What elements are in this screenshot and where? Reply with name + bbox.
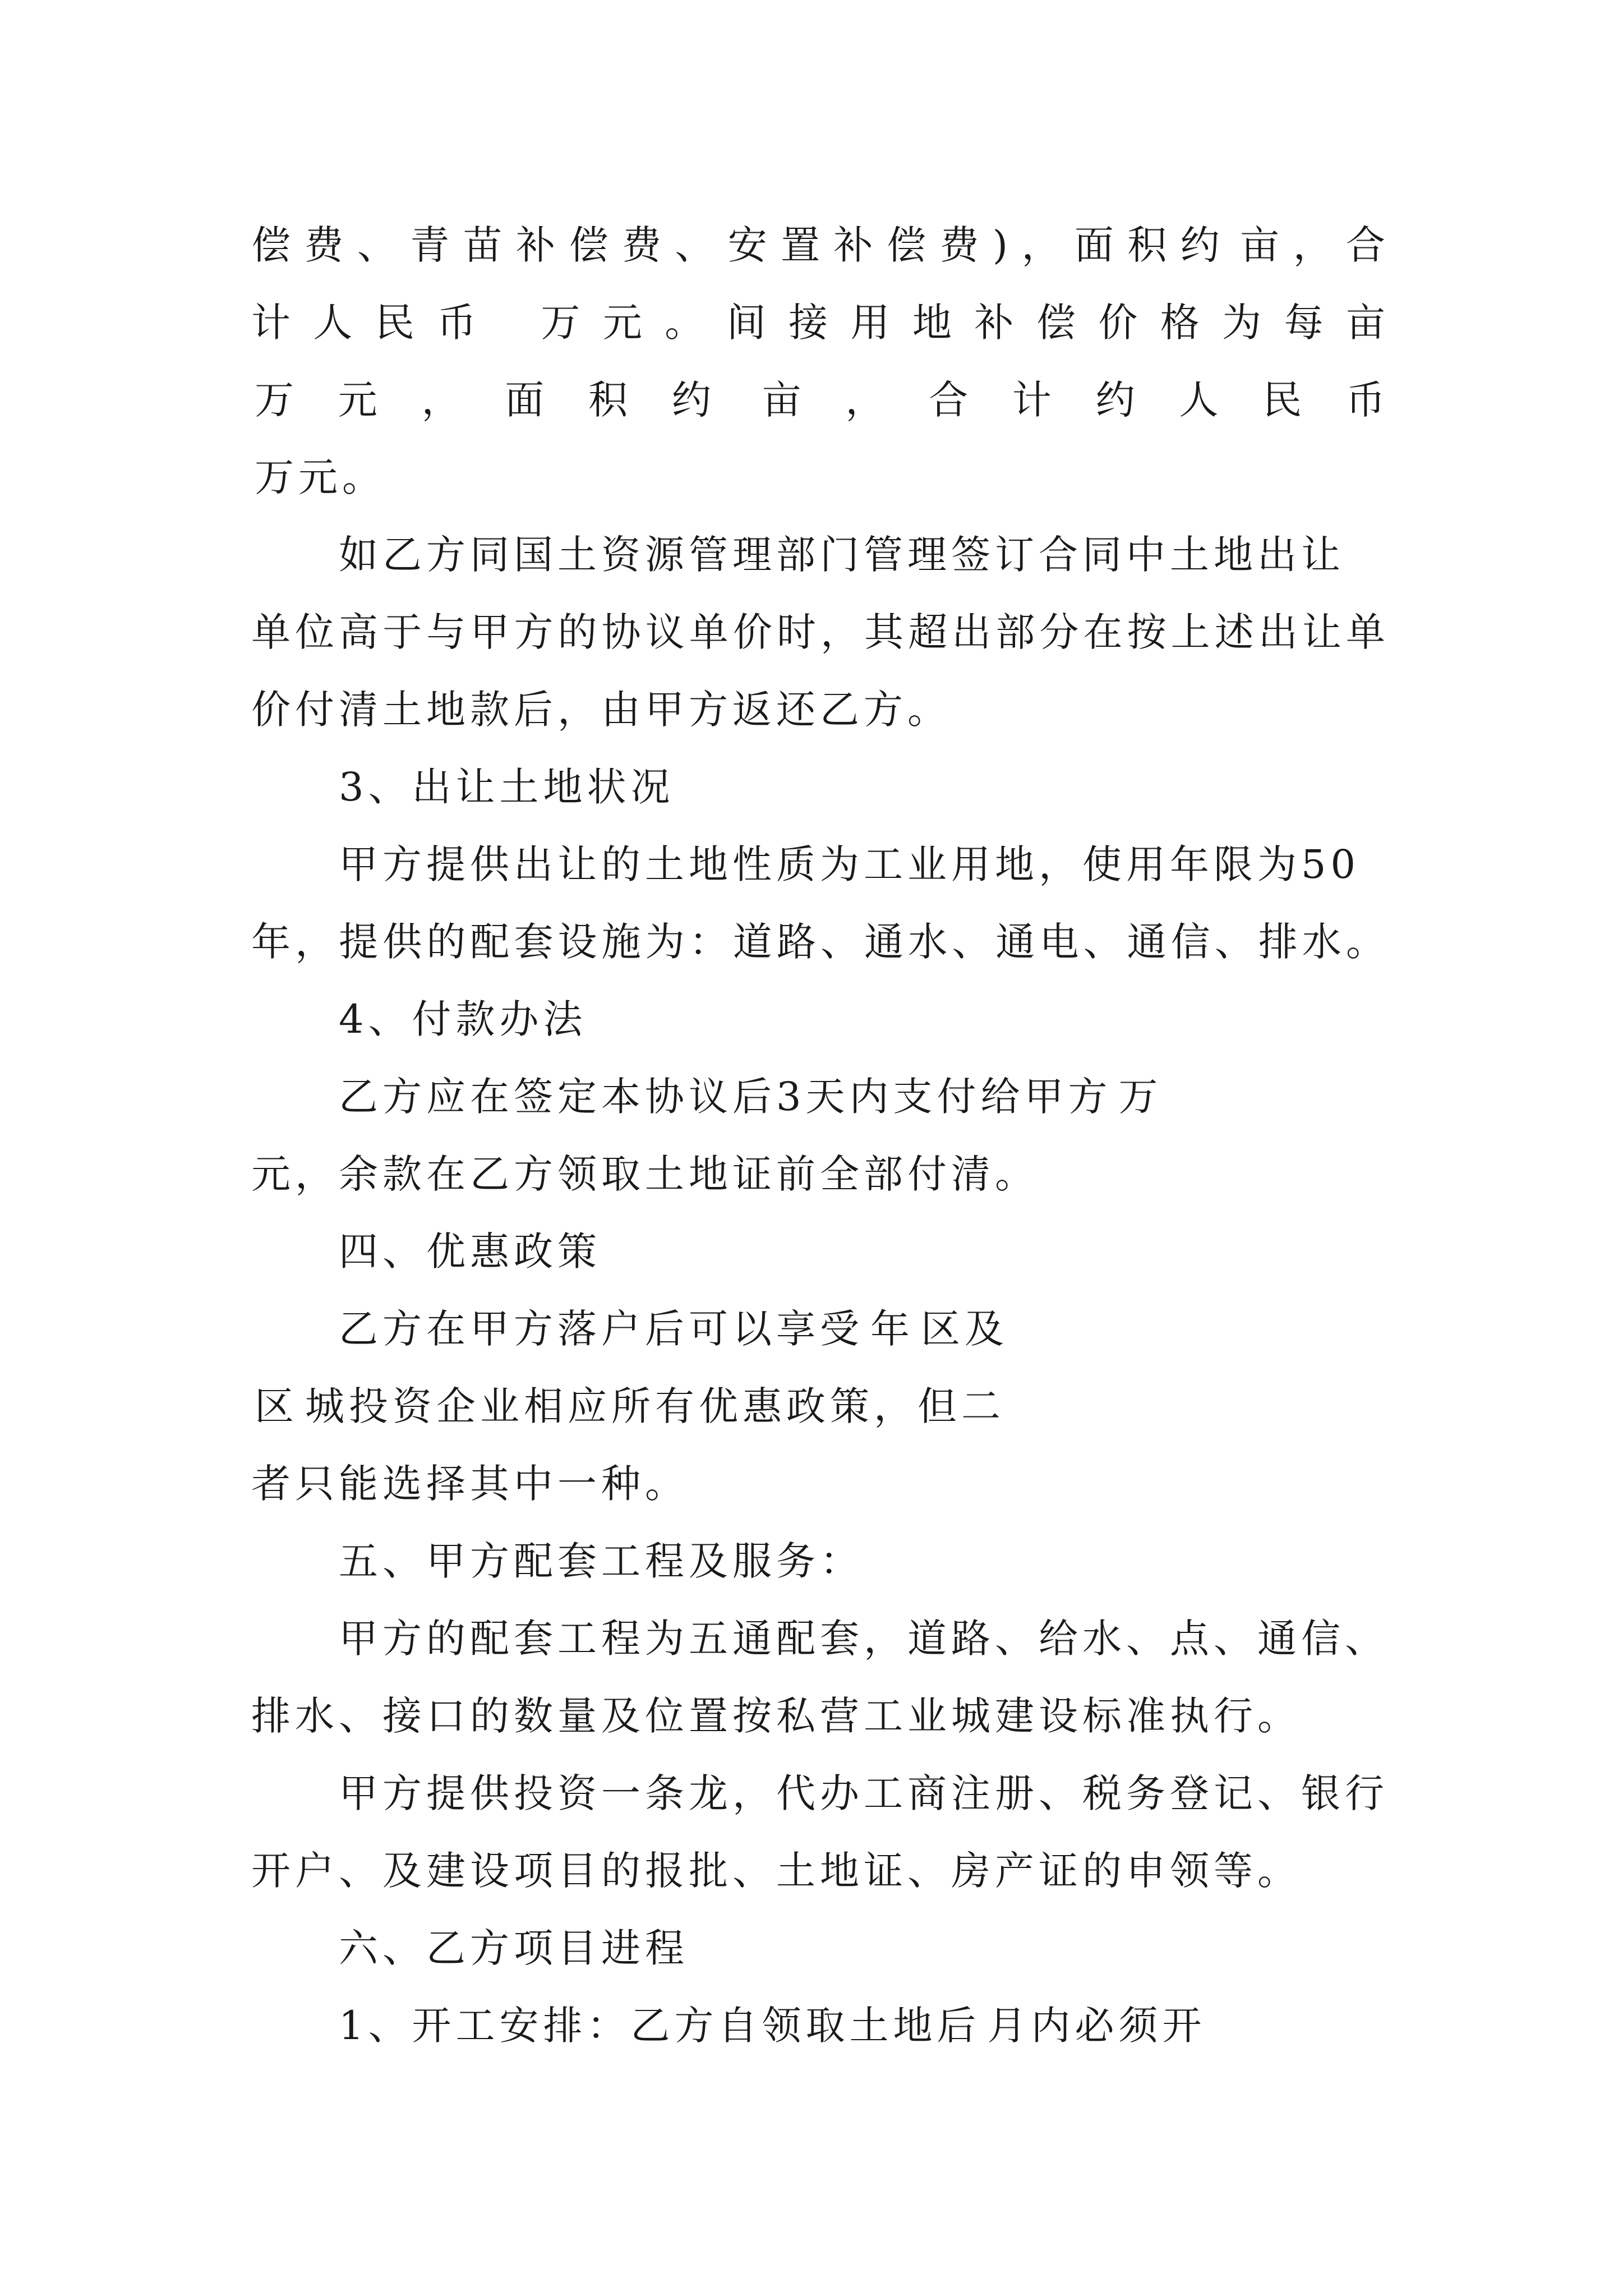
paragraph-first-line: [339, 1986, 1390, 2065]
text-line: [251, 1444, 1390, 1523]
text-line: [251, 361, 1390, 439]
text-segment: 城投资企业相应所有优惠政策，但二: [305, 1383, 1005, 1429]
section-heading: [339, 748, 1390, 826]
paragraph-first-line: [339, 1290, 1390, 1368]
text-segment: 亩，合: [1240, 222, 1390, 268]
paragraph-first-line: [339, 1754, 1390, 1833]
text-line: [251, 593, 1390, 671]
text-line: [251, 1135, 1390, 1213]
paragraph-first-line: [339, 825, 1390, 904]
text-segment: 甲方提供出让的土地性质为工业用地，使用年限为50: [339, 841, 1361, 887]
section-heading: [339, 1212, 1390, 1291]
text-segment: 万: [1118, 1074, 1163, 1120]
text-segment: 计人民币: [251, 300, 534, 346]
text-segment: 区及: [921, 1306, 1008, 1352]
text-line: [251, 283, 1390, 362]
text-line: [251, 1677, 1390, 1755]
paragraph-first-line: [339, 1599, 1390, 1678]
text-segment: 年，提供的配套设施为：道路、通水、通电、通信、排水。: [251, 919, 1390, 965]
text-segment: 六、乙方项目进程: [339, 1925, 689, 1971]
text-segment: 单位高于与甲方的协议单价时，其超出部分在按上述出让单: [251, 609, 1390, 655]
section-heading: [339, 980, 1390, 1059]
section-heading: [339, 1522, 1390, 1600]
text-segment: 万元。间接用地补偿价格为每亩: [541, 300, 1390, 346]
text-segment: 者只能选择其中一种。: [251, 1461, 689, 1507]
text-line: [251, 903, 1390, 981]
text-segment: 偿费、青苗补偿费、安置补偿费)，面积约: [251, 222, 1234, 268]
text-segment: 开户、及建设项目的报批、土地证、房产证的申领等。: [251, 1848, 1301, 1894]
text-segment: 乙方在甲方落户后可以享受: [339, 1306, 864, 1352]
text-segment: 排水、接口的数量及位置按私营工业城建设标准执行。: [251, 1693, 1301, 1739]
text-segment: 4、付款办法: [339, 996, 587, 1042]
text-segment: 乙方应在签定本协议后3天内支付给甲方: [339, 1074, 1112, 1120]
text-segment: 价付清土地款后，由甲方返还乙方。: [251, 687, 951, 733]
text-line: [251, 1367, 1390, 1446]
text-line: [251, 1832, 1390, 1910]
text-segment: 元，余款在乙方领取土地证前全部付清。: [251, 1151, 1039, 1197]
section-heading: [339, 1909, 1390, 1987]
text-segment: 万元，面积约: [255, 377, 755, 423]
text-segment: 区: [255, 1383, 298, 1429]
text-segment: 1、开工安排：乙方自领取土地后: [339, 2003, 981, 2049]
text-segment: 万元。: [255, 454, 386, 500]
text-segment: 五、甲方配套工程及服务：: [339, 1538, 864, 1584]
text-segment: 年: [870, 1306, 914, 1352]
text-segment: 四、优惠政策: [339, 1228, 601, 1274]
text-line: [251, 206, 1390, 284]
text-segment: 甲方提供投资一条龙，代办工商注册、税务登记、银行: [339, 1770, 1389, 1816]
text-segment: 如乙方同国土资源管理部门管理签订合同中土地出让: [339, 532, 1345, 578]
paragraph-first-line: [339, 516, 1390, 594]
text-segment: 3、出让土地状况: [339, 764, 675, 810]
text-line: [251, 438, 1390, 517]
text-segment: 月内必须开: [987, 2003, 1206, 2049]
text-segment: 甲方的配套工程为五通配套，道路、给水、点、通信、: [339, 1616, 1389, 1662]
text-line: [251, 670, 1390, 749]
text-segment: 亩，合计约人民币: [762, 377, 1390, 423]
paragraph-first-line: [339, 1057, 1390, 1136]
